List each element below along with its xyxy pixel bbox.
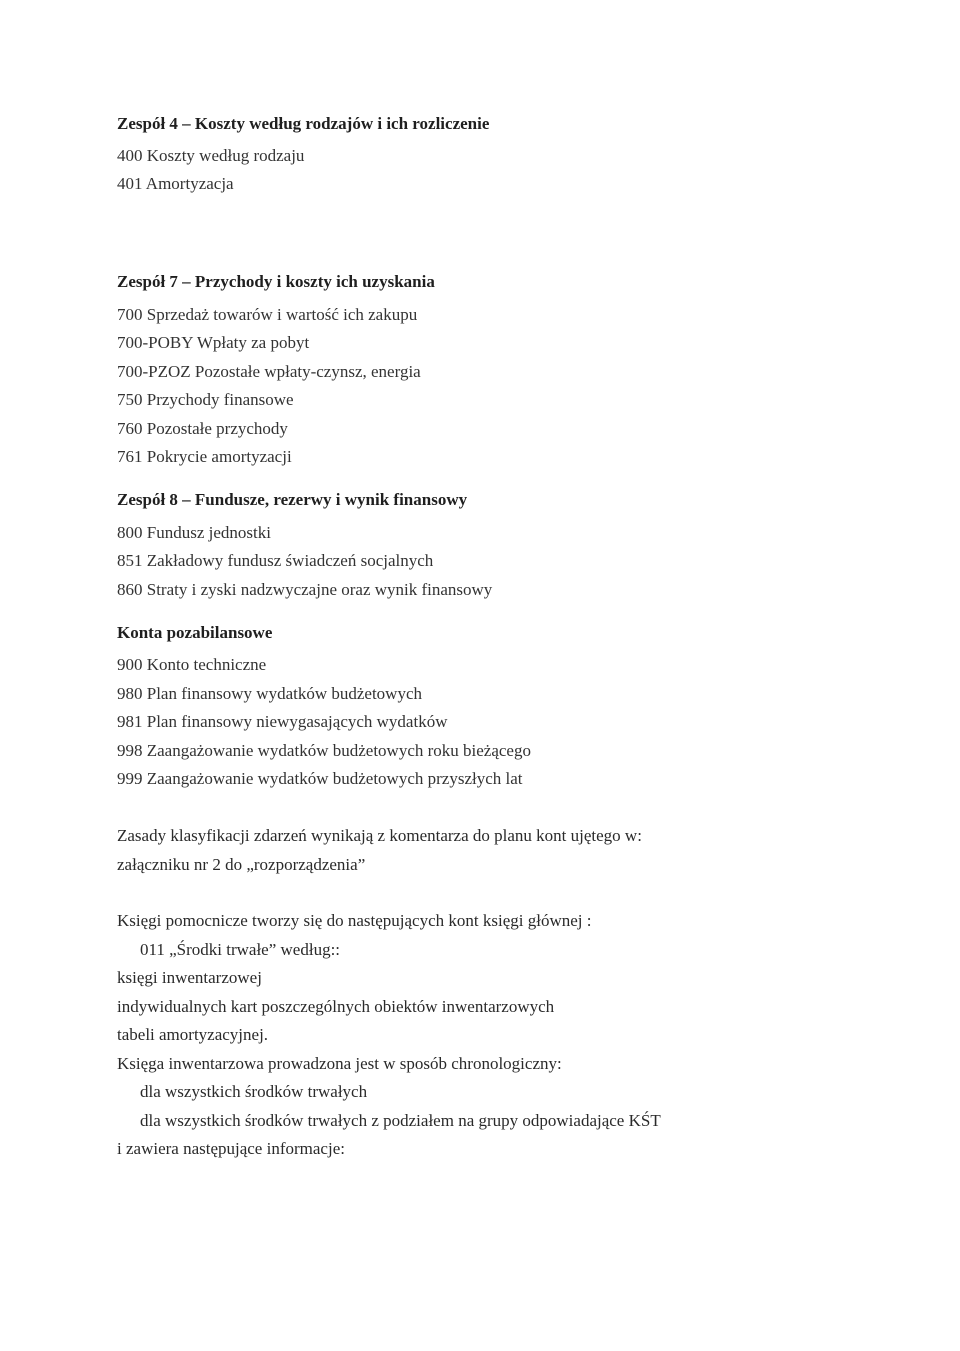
account-item: 998 Zaangażowanie wydatków budżetowych roku bieżącego	[117, 741, 531, 760]
ksiegi-intro: Księgi pomocnicze tworzy się do następujących kont księgi głównej :	[117, 911, 592, 930]
section-title-zespol-8: Zespół 8 – Fundusze, rezerwy i wynik finansowy	[117, 490, 468, 509]
account-item: 750 Przychody finansowe	[117, 390, 294, 409]
ksiegi-list-item: księgi inwentarzowej	[117, 968, 262, 987]
closing-line: i zawiera następujące informacje:	[117, 1139, 345, 1158]
account-item: 851 Zakładowy fundusz świadczeń socjalnych	[117, 551, 434, 570]
ksiega-inwentarzowa-line: Księga inwentarzowa prowadzona jest w sposób chronologiczny:	[117, 1054, 562, 1073]
account-item: 700 Sprzedaż towarów i wartość ich zakupu	[117, 305, 418, 324]
account-item: 401 Amortyzacja	[117, 174, 234, 193]
ksiegi-list-item: indywidualnych kart poszczególnych obiektów inwentarzowych	[117, 997, 555, 1016]
account-item: 860 Straty i zyski nadzwyczajne oraz wynik finansowy	[117, 580, 493, 599]
account-item: 980 Plan finansowy wydatków budżetowych	[117, 684, 423, 703]
inwentarzowa-sub-item: dla wszystkich środków trwałych z podziałem na grupy odpowiadające KŚT	[140, 1111, 661, 1130]
account-item: 700-POBY Wpłaty za pobyt	[117, 333, 310, 352]
account-item: 981 Plan finansowy niewygasających wydatków	[117, 712, 448, 731]
section-title-zespol-4: Zespół 4 – Koszty według rodzajów i ich rozliczenie	[117, 114, 490, 133]
zasady-paragraph-line: Zasady klasyfikacji zdarzeń wynikają z komentarza do planu kont ujętego w:	[117, 826, 642, 845]
account-item: 700-PZOZ Pozostałe wpłaty-czynsz, energia	[117, 362, 421, 381]
account-item: 400 Koszty według rodzaju	[117, 146, 305, 165]
zasady-paragraph-line: załączniku nr 2 do „rozporządzenia”	[117, 855, 366, 874]
account-item: 760 Pozostałe przychody	[117, 419, 288, 438]
account-item: 999 Zaangażowanie wydatków budżetowych przyszłych lat	[117, 769, 523, 788]
account-item: 761 Pokrycie amortyzacji	[117, 447, 292, 466]
ksiegi-list-item: tabeli amortyzacyjnej.	[117, 1025, 269, 1044]
account-item: 900 Konto techniczne	[117, 655, 267, 674]
inwentarzowa-sub-item: dla wszystkich środków trwałych	[140, 1082, 368, 1101]
account-item: 800 Fundusz jednostki	[117, 523, 271, 542]
konto-011-line: 011 „Środki trwałe” według::	[140, 940, 341, 959]
section-title-konta-pozabilansowe: Konta pozabilansowe	[117, 623, 273, 642]
section-title-zespol-7: Zespół 7 – Przychody i koszty ich uzyskania	[117, 272, 435, 291]
